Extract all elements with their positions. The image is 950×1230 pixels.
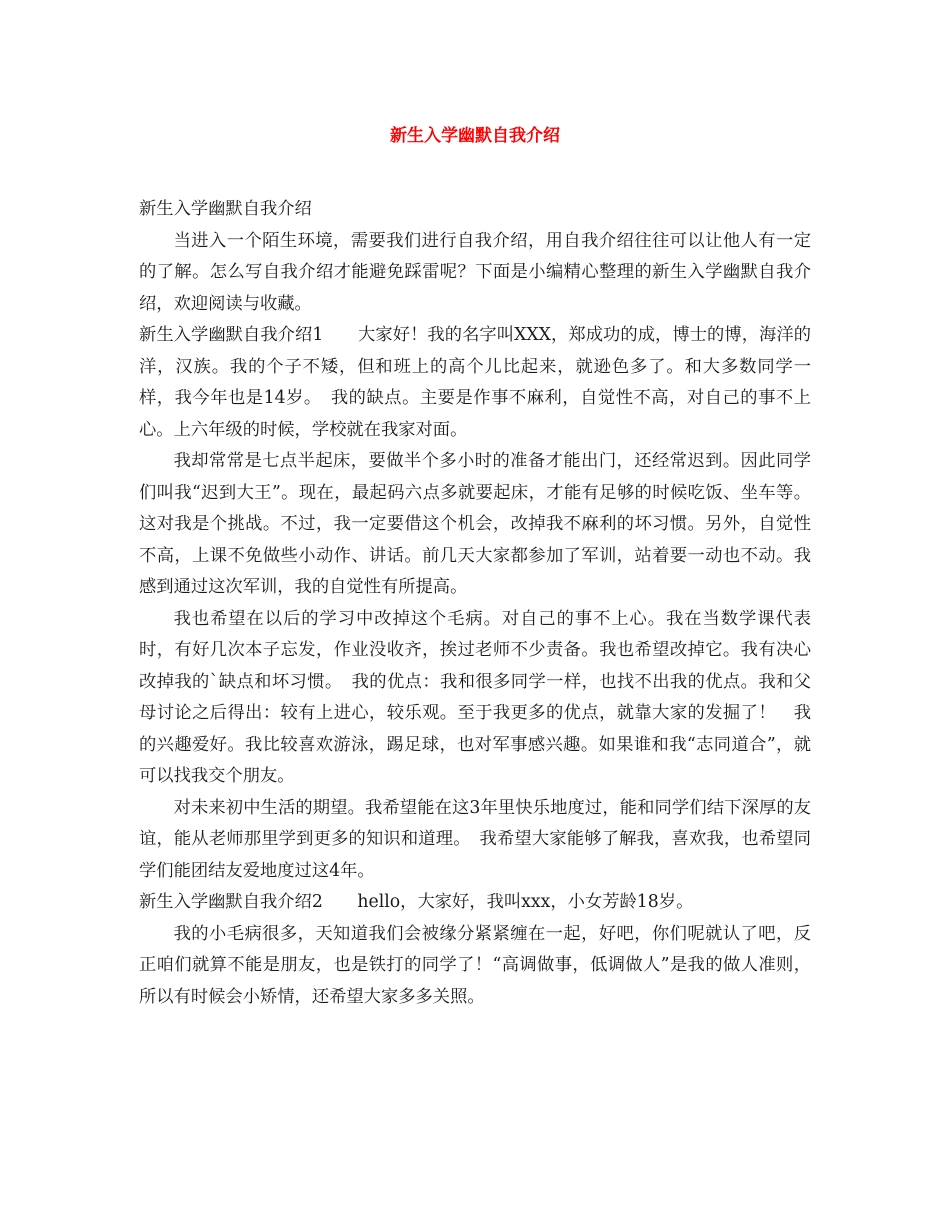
section-1-paragraph: 新生入学幽默自我介绍1 大家好！我的名字叫XXX，郑成功的成，博士的博，海洋的洋，汉族。我的个子不矮，但和班上的高个儿比起来，就逊色多了。和大多数同学一样，我今年也是14岁。 我的缺点。主要是作事不麻利，自觉性不高，对自己的事不上心。上六年级的时候，学校就在我家对面。 xyxy=(139,325,811,440)
document-body xyxy=(139,194,811,1013)
body-paragraph: 我也希望在以后的学习中改掉这个毛病。对自己的事不上心。我在当数学课代表时，有好几次本子忘发，作业没收齐，挨过老师不少责备。我也希望改掉它。我有决心改掉我的`缺点和坏习惯。 我的优点：我和很多同学一样，也找不出我的优点。我和父母讨论之后得出：较有上进心，较乐观。至于我更多的优点，就靠大家的发掘了！ 我的兴趣爱好。我比较喜欢游泳，踢足球，也对军事感兴趣。如果谁和我“志同道合”，就可以找我交个朋友。 xyxy=(139,608,811,786)
subtitle-line: 新生入学幽默自我介绍 xyxy=(139,199,312,219)
body-paragraph: 我的小毛病很多，天知道我们会被缘分紧紧缠在一起，好吧，你们呢就认了吧，反正咱们就算不能是朋友，也是铁打的同学了！“高调做事，低调做人”是我的做人准则，所以有时候会小矫情，还希望大家多多关照。 xyxy=(139,923,811,1007)
body-paragraph: 对未来初中生活的期望。我希望能在这3年里快乐地度过，能和同学们结下深厚的友谊，能从老师那里学到更多的知识和道理。 我希望大家能够了解我，喜欢我，也希望同学们能团结友爱地度过这4年。 xyxy=(139,797,811,881)
body-paragraph: 我却常常是七点半起床，要做半个多小时的准备才能出门，还经常迟到。因此同学们叫我“迟到大王”。现在，最起码六点多就要起床，才能有足够的时候吃饭、坐车等。这对我是个挑战。不过，我一定要借这个机会，改掉我不麻利的坏习惯。另外，自觉性不高，上课不免做些小动作、讲话。前几天大家都参加了军训，站着要一动也不动。我感到通过这次军训，我的自觉性有所提高。 xyxy=(139,451,811,597)
document-title: 新生入学幽默自我介绍 xyxy=(390,126,560,146)
intro-paragraph: 当进入一个陌生环境，需要我们进行自我介绍，用自我介绍往往可以让他人有一定的了解。怎么写自我介绍才能避免踩雷呢？下面是小编精心整理的新生入学幽默自我介绍，欢迎阅读与收藏。 xyxy=(139,230,811,314)
section-2-paragraph: 新生入学幽默自我介绍2 hello，大家好，我叫xxx，小女芳龄18岁。 xyxy=(139,892,694,912)
